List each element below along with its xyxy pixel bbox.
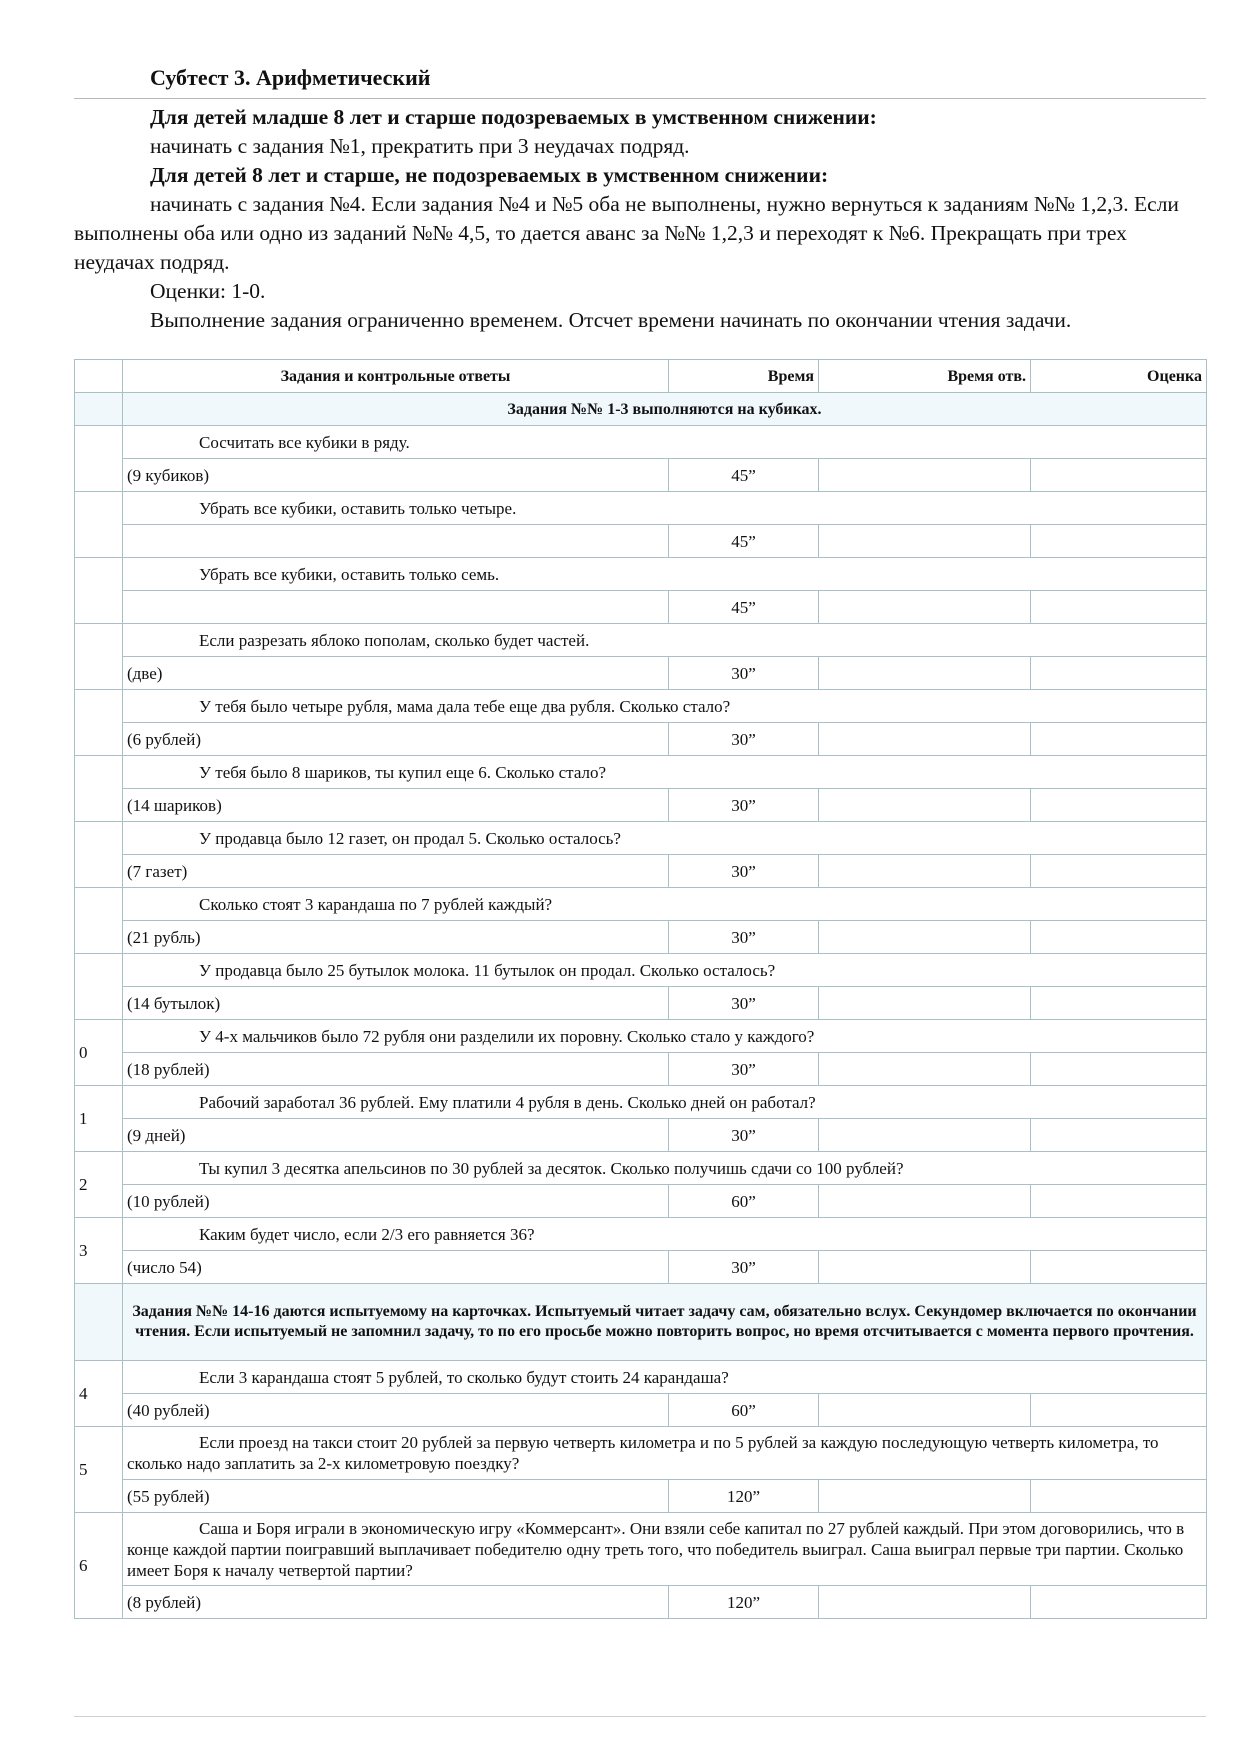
task-question: Убрать все кубики, оставить только четыре.	[123, 492, 1207, 525]
task-answer: (21 рубль)	[123, 921, 669, 954]
task-number	[75, 954, 123, 1020]
task-number: 2	[75, 1152, 123, 1218]
task-question: У продавца было 25 бутылок молока. 11 бутылок он продал. Сколько осталось?	[123, 954, 1207, 987]
score-cell[interactable]	[1031, 789, 1207, 822]
title-divider	[74, 98, 1206, 99]
task-question-row	[75, 624, 1207, 657]
task-question-row	[75, 756, 1207, 789]
task-answer-row	[75, 657, 1207, 690]
header-time: Время	[669, 360, 819, 393]
task-answer: (число 54)	[123, 1251, 669, 1284]
score-cell[interactable]	[1031, 1053, 1207, 1086]
footer-divider	[74, 1716, 1206, 1717]
task-answer: (14 бутылок)	[123, 987, 669, 1020]
task-answer	[123, 591, 669, 624]
task-number	[75, 822, 123, 888]
table-header-row	[75, 360, 1207, 393]
task-question: Убрать все кубики, оставить только семь.	[123, 558, 1207, 591]
task-answer: (55 рублей)	[123, 1480, 669, 1513]
score-cell[interactable]	[1031, 525, 1207, 558]
task-number	[75, 756, 123, 822]
task-question: У продавца было 12 газет, он продал 5. Сколько осталось?	[123, 822, 1207, 855]
task-time-limit: 30”	[669, 1251, 819, 1284]
task-time-limit: 60”	[669, 1185, 819, 1218]
task-answer-row	[75, 855, 1207, 888]
task-time-limit: 45”	[669, 459, 819, 492]
task-question-row	[75, 1020, 1207, 1053]
task-answer: (40 рублей)	[123, 1394, 669, 1427]
answer-time-cell[interactable]	[819, 723, 1031, 756]
timing-text: Выполнение задания ограниченно временем. Отсчет времени начинать по окончании чтения задачи.	[150, 308, 1072, 332]
task-question-row	[75, 822, 1207, 855]
section-row	[75, 1284, 1207, 1361]
task-question: Ты купил 3 десятка апельсинов по 30 рублей за десяток. Сколько получишь сдачи со 100 рублей?	[123, 1152, 1207, 1185]
task-answer-row	[75, 1394, 1207, 1427]
task-answer-row	[75, 1053, 1207, 1086]
group1-heading: Для детей младше 8 лет и старше подозреваемых в умственном снижении:	[150, 105, 877, 129]
task-question: У тебя было 8 шариков, ты купил еще 6. Сколько стало?	[123, 756, 1207, 789]
task-question-row	[75, 558, 1207, 591]
task-answer-row	[75, 525, 1207, 558]
score-cell[interactable]	[1031, 855, 1207, 888]
task-number: 1	[75, 1086, 123, 1152]
score-cell[interactable]	[1031, 1586, 1207, 1619]
task-time-limit: 30”	[669, 855, 819, 888]
section-title: Задания №№ 14-16 даются испытуемому на карточках. Испытуемый читает задачу сам, обязательно вслух. Секундомер включается по окончании чтения. Если испытуемый не запомнил задачу, то по его просьбе можно повторить вопрос, но время отсчитывается с момента первого прочтения.	[123, 1284, 1207, 1361]
task-question-row	[75, 1427, 1207, 1480]
answer-time-cell[interactable]	[819, 855, 1031, 888]
section-row	[75, 393, 1207, 426]
task-question: Рабочий заработал 36 рублей. Ему платили 4 рубля в день. Сколько дней он работал?	[123, 1086, 1207, 1119]
task-answer: (две)	[123, 657, 669, 690]
score-cell[interactable]	[1031, 1185, 1207, 1218]
task-question-row	[75, 1513, 1207, 1586]
task-answer-row	[75, 1251, 1207, 1284]
task-answer-row	[75, 1119, 1207, 1152]
task-number	[75, 492, 123, 558]
task-question-row	[75, 888, 1207, 921]
task-time-limit: 30”	[669, 657, 819, 690]
subtest-title: Субтест 3. Арифметический	[150, 65, 431, 90]
section-num-cell	[75, 393, 123, 426]
section-title: Задания №№ 1-3 выполняются на кубиках.	[123, 393, 1207, 426]
task-time-limit: 30”	[669, 987, 819, 1020]
task-time-limit: 120”	[669, 1586, 819, 1619]
task-question: Сосчитать все кубики в ряду.	[123, 426, 1207, 459]
header-answer-time: Время отв.	[819, 360, 1031, 393]
answer-time-cell[interactable]	[819, 987, 1031, 1020]
task-question: Сколько стоят 3 карандаша по 7 рублей каждый?	[123, 888, 1207, 921]
task-time-limit: 45”	[669, 591, 819, 624]
task-time-limit: 45”	[669, 525, 819, 558]
group2-heading: Для детей 8 лет и старше, не подозреваемых в умственном снижении:	[150, 163, 829, 187]
task-number	[75, 888, 123, 954]
header-num	[75, 360, 123, 393]
table-body	[75, 393, 1207, 1619]
task-answer: (9 кубиков)	[123, 459, 669, 492]
header-task: Задания и контрольные ответы	[123, 360, 669, 393]
section-num-cell	[75, 1284, 123, 1361]
task-time-limit: 60”	[669, 1394, 819, 1427]
task-answer: (8 рублей)	[123, 1586, 669, 1619]
task-number: 0	[75, 1020, 123, 1086]
task-time-limit: 120”	[669, 1480, 819, 1513]
instructions	[74, 103, 1206, 335]
score-cell[interactable]	[1031, 1119, 1207, 1152]
task-question: Если проезд на такси стоит 20 рублей за первую четверть километра и по 5 рублей за каждую последующую четверть километра, то сколько надо заплатить за 2-х километровую поездку?	[123, 1427, 1207, 1480]
task-answer-row	[75, 1480, 1207, 1513]
task-answer-row	[75, 591, 1207, 624]
task-question: Если разрезать яблоко пополам, сколько будет частей.	[123, 624, 1207, 657]
tasks-table	[74, 359, 1207, 1619]
task-answer: (18 рублей)	[123, 1053, 669, 1086]
task-question-row	[75, 1086, 1207, 1119]
task-answer: (14 шариков)	[123, 789, 669, 822]
answer-time-cell[interactable]	[819, 1586, 1031, 1619]
task-time-limit: 30”	[669, 723, 819, 756]
task-number: 4	[75, 1361, 123, 1427]
answer-time-cell[interactable]	[819, 525, 1031, 558]
task-number	[75, 690, 123, 756]
task-answer-row	[75, 921, 1207, 954]
score-cell[interactable]	[1031, 921, 1207, 954]
answer-time-cell[interactable]	[819, 657, 1031, 690]
task-question-row	[75, 1361, 1207, 1394]
score-cell[interactable]	[1031, 657, 1207, 690]
task-answer-row	[75, 1185, 1207, 1218]
task-number	[75, 624, 123, 690]
task-question-row	[75, 690, 1207, 723]
answer-time-cell[interactable]	[819, 1251, 1031, 1284]
score-cell[interactable]	[1031, 987, 1207, 1020]
task-answer: (10 рублей)	[123, 1185, 669, 1218]
score-cell[interactable]	[1031, 1394, 1207, 1427]
header-score: Оценка	[1031, 360, 1207, 393]
task-question-row	[75, 426, 1207, 459]
score-cell[interactable]	[1031, 459, 1207, 492]
task-answer: (9 дней)	[123, 1119, 669, 1152]
task-time-limit: 30”	[669, 921, 819, 954]
task-question: Саша и Боря играли в экономическую игру «Коммерсант». Они взяли себе капитал по 27 рублей каждый. При этом договорились, что в конце каждой партии поигравший выплачивает победителю одну треть того, что победитель выиграл. Саша выиграл первые три партии. Сколько имеет Боря к началу четвертой партии?	[123, 1513, 1207, 1586]
task-number	[75, 558, 123, 624]
task-time-limit: 30”	[669, 1119, 819, 1152]
task-question-row	[75, 954, 1207, 987]
task-answer-row	[75, 1586, 1207, 1619]
task-answer	[123, 525, 669, 558]
answer-time-cell[interactable]	[819, 1053, 1031, 1086]
answer-time-cell[interactable]	[819, 591, 1031, 624]
score-cell[interactable]	[1031, 1480, 1207, 1513]
task-question-row	[75, 1152, 1207, 1185]
task-answer-row	[75, 723, 1207, 756]
task-question: Каким будет число, если 2/3 его равняется 36?	[123, 1218, 1207, 1251]
task-answer-row	[75, 987, 1207, 1020]
answer-time-cell[interactable]	[819, 921, 1031, 954]
task-number: 3	[75, 1218, 123, 1284]
document-page	[74, 64, 1206, 335]
task-question-row	[75, 1218, 1207, 1251]
task-question-row	[75, 492, 1207, 525]
task-question: У тебя было четыре рубля, мама дала тебе еще два рубля. Сколько стало?	[123, 690, 1207, 723]
answer-time-cell[interactable]	[819, 1480, 1031, 1513]
answer-time-cell[interactable]	[819, 1119, 1031, 1152]
score-cell[interactable]	[1031, 591, 1207, 624]
answer-time-cell[interactable]	[819, 789, 1031, 822]
group1-text: начинать с задания №1, прекратить при 3 неудачах подряд.	[150, 134, 690, 158]
task-question: Если 3 карандаша стоят 5 рублей, то сколько будут стоить 24 карандаша?	[123, 1361, 1207, 1394]
task-time-limit: 30”	[669, 1053, 819, 1086]
task-number: 6	[75, 1513, 123, 1619]
group2-text: начинать с задания №4. Если задания №4 и №5 оба не выполнены, нужно вернуться к заданиям №№ 1,2,3. Если выполнены оба или одно из заданий №№ 4,5, то дается аванс за №№ 1,2,3 и переходят к №6. Прекращать при трех неудачах подряд.	[74, 192, 1179, 274]
answer-time-cell[interactable]	[819, 1394, 1031, 1427]
answer-time-cell[interactable]	[819, 1185, 1031, 1218]
scores-text: Оценки: 1-0.	[150, 279, 266, 303]
task-answer: (7 газет)	[123, 855, 669, 888]
task-question: У 4-х мальчиков было 72 рубля они разделили их поровну. Сколько стало у каждого?	[123, 1020, 1207, 1053]
score-cell[interactable]	[1031, 723, 1207, 756]
task-number	[75, 426, 123, 492]
task-answer: (6 рублей)	[123, 723, 669, 756]
answer-time-cell[interactable]	[819, 459, 1031, 492]
task-time-limit: 30”	[669, 789, 819, 822]
score-cell[interactable]	[1031, 1251, 1207, 1284]
task-answer-row	[75, 789, 1207, 822]
task-answer-row	[75, 459, 1207, 492]
task-number: 5	[75, 1427, 123, 1513]
